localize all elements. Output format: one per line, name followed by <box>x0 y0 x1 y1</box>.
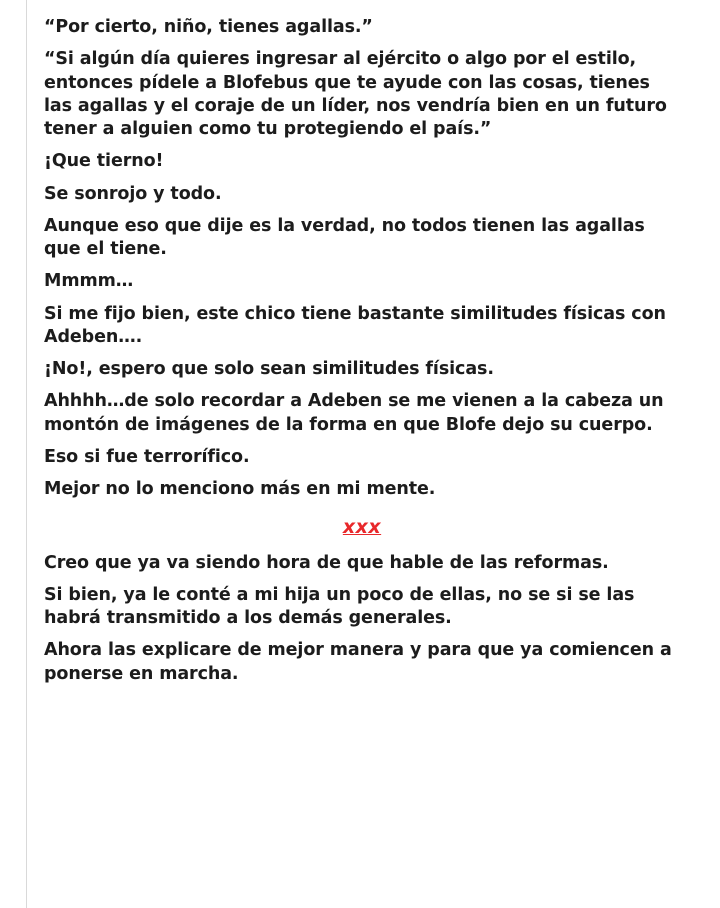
paragraph: Aunque eso que dije es la verdad, no todos tienen las agallas que el tiene. <box>44 215 645 260</box>
paragraph: ¡No!, espero que solo sean similitudes físicas. <box>44 359 494 380</box>
paragraph: Ahora las explicare de mejor manera y para que ya comiencen a ponerse en marcha. <box>44 640 672 684</box>
paragraph: Si bien, ya le conté a mi hija un poco de ellas, no se si se las habrá transmitido a los demás generales. <box>44 584 635 629</box>
paragraph: Mejor no lo menciono más en mi mente. <box>44 479 436 500</box>
paragraph: Si me fijo bien, este chico tiene bastante similitudes físicas con Adeben…. <box>44 303 666 347</box>
section-divider <box>44 516 680 538</box>
page-margin-rule <box>26 0 27 908</box>
section-divider-label: xxx <box>342 515 382 538</box>
paragraph: Mmmm… <box>44 271 134 292</box>
paragraph: ¡Que tierno! <box>44 151 164 172</box>
paragraph: Eso si fue terrorífico. <box>44 446 250 467</box>
paragraph: “Si algún día quieres ingresar al ejército o algo por el estilo, entonces pídele a Blofebus que te ayude con las cosas, tienes las agallas y el coraje de un líder, nos vendría bien en un futuro tener a alguien como tu protegiendo el país.” <box>44 49 667 140</box>
paragraph: Creo que ya va siendo hora de que hable de las reformas. <box>44 552 609 573</box>
paragraph: “Por cierto, niño, tienes agallas.” <box>44 17 373 37</box>
document-body <box>44 16 680 695</box>
paragraph: Se sonrojo y todo. <box>44 183 222 204</box>
paragraph: Ahhhh…de solo recordar a Adeben se me vienen a la cabeza un montón de imágenes de la forma en que Blofe dejo su cuerpo. <box>44 391 664 435</box>
